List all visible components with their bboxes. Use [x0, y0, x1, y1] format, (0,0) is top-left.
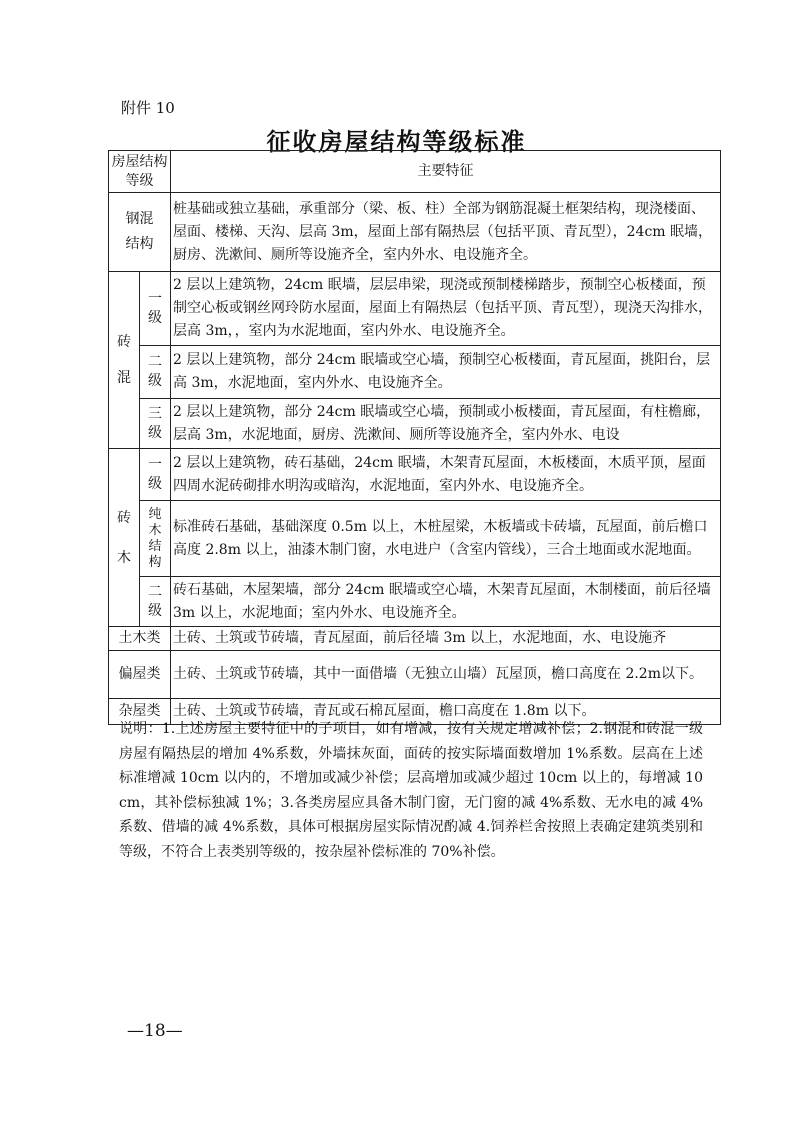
- table-row: [109, 651, 721, 699]
- grade-desc: 2 层以上建筑物，部分 24cm 眠墙或空心墙，预制空心板楼面，青瓦屋面，挑阳台，层高 3m，水泥地面，室内外水、电设施齐全。: [171, 346, 721, 399]
- grade-desc: 砖石基础，木屋架墙，部分 24cm 眠墙或空心墙，木架青瓦屋面，木制楼面，前后径墙 3m 以上，水泥地面；室内外水、电设施齐全。: [171, 577, 721, 627]
- header-structure-type: 房屋结构等级: [109, 151, 171, 193]
- grade-desc: 2 层以上建筑物，24cm 眠墙，层层串梁，现浇或预制楼梯踏步，预制空心板楼面，预制空心板或钢丝网玲防水屋面，屋面上有隔热层（包括平顶、青瓦型），现浇天沟排水，层高 3m，，室内为水泥地面，室内外水、电设施齐全。: [171, 272, 721, 346]
- grade-label: 二级: [140, 577, 171, 627]
- other-desc: 土砖、土筑或节砖墙，其中一面借墙（无独立山墙）瓦屋顶，檐口高度在 2.2m以下。: [171, 651, 721, 699]
- table-row: [109, 193, 721, 272]
- table-row: [109, 346, 721, 399]
- grade-label: 二级: [140, 346, 171, 399]
- explanatory-note: 说明：1.上述房屋主要特征中的子项目，如有增减，按有关规定增减补偿；2.钢混和砖混一级房屋有隔热层的增加 4%系数，外墙抹灰面，面砖的按实际墙面数增加 1%系数。层高在上述标准增减 10cm 以内的，不增加或减少补偿；层高增加或减少超过 10cm 以上的，每增减 10cm，其补偿标独减 1%；3.各类房屋应具备木制门窗，无门窗的减 4%系数、无水电的减 4%系数、借墙的减 4%系数，具体可根据房屋实际情况酌减 4.饲养栏舍按照上表确定建筑类别和等级，不符合上表类别等级的，按杂屋补偿标准的 70%补偿。: [119, 721, 703, 860]
- grade-label: 纯木结构: [140, 501, 171, 577]
- header-main-features: 主要特征: [171, 151, 721, 193]
- grade-desc: 2 层以上建筑物，砖石基础，24cm 眠墙，木架青瓦屋面，木板楼面，木质平顶，屋面四周水泥砖砌排水明沟或暗沟，水泥地面，室内外水、电设施齐全。: [171, 449, 721, 501]
- document-title: 征收房屋结构等级标准: [266, 127, 527, 156]
- table-row: [109, 627, 721, 651]
- grade-label: 一级: [140, 272, 171, 346]
- grade-label: 一级: [140, 449, 171, 501]
- category-earth-wood: 土木类: [109, 627, 171, 651]
- grade-desc-text: 2 层以上建筑物，部分 24cm 眠墙或空心墙，预制或小板楼面，青瓦屋面，有柱檐廊，层高 3m，水泥地面，厨房、洗漱间、厕所等设施齐全，室内外水、电设: [173, 403, 711, 443]
- table-header-row: [109, 151, 721, 193]
- grade-desc: 标准砖石基础，基础深度 0.5m 以上，木桩屋梁，木板墙或卡砖墙，瓦屋面，前后檐口高度 2.8m 以上，油漆木制门窗，水电进户（含室内管线），三合土地面或水泥地面。: [171, 501, 721, 577]
- grade-desc: [171, 399, 721, 449]
- attachment-label: 附件 10: [121, 99, 175, 117]
- category-misc-shed: 杂屋类: [109, 699, 171, 725]
- category-brick-concrete: 砖混: [109, 272, 140, 449]
- category-lean-to: 偏屋类: [109, 651, 171, 699]
- table-row: [109, 399, 721, 449]
- other-desc-text: 土砖、土筑或节砖墙，青瓦屋面，前后径墙 3m 以上，水泥地面，水、电设施齐: [173, 630, 667, 646]
- other-desc: [171, 627, 721, 651]
- category-brick-wood: 砖木: [109, 449, 140, 627]
- table-row: [109, 272, 721, 346]
- table-row: [109, 577, 721, 627]
- page-number: —18—: [127, 1021, 183, 1041]
- category-steel-concrete: 钢混结构: [109, 193, 171, 272]
- other-desc: 土砖、土筑或节砖墙，青瓦或石棉瓦屋面，檐口高度在 1.8m 以下。: [171, 699, 721, 725]
- table-row: [109, 501, 721, 577]
- steel-concrete-desc: 桩基础或独立基础，承重部分（梁、板、柱）全部为钢筋混凝土框架结构，现浇楼面、屋面、楼梯、天沟、层高 3m，屋面上部有隔热层（包括平顶、青瓦型），24cm 眠墙，厨房、洗漱间、厕所等设施齐全，室内外水、电设施齐全。: [171, 193, 721, 272]
- structure-grade-table: [108, 150, 721, 725]
- table-row: [109, 449, 721, 501]
- grade-label: 三级: [140, 399, 171, 449]
